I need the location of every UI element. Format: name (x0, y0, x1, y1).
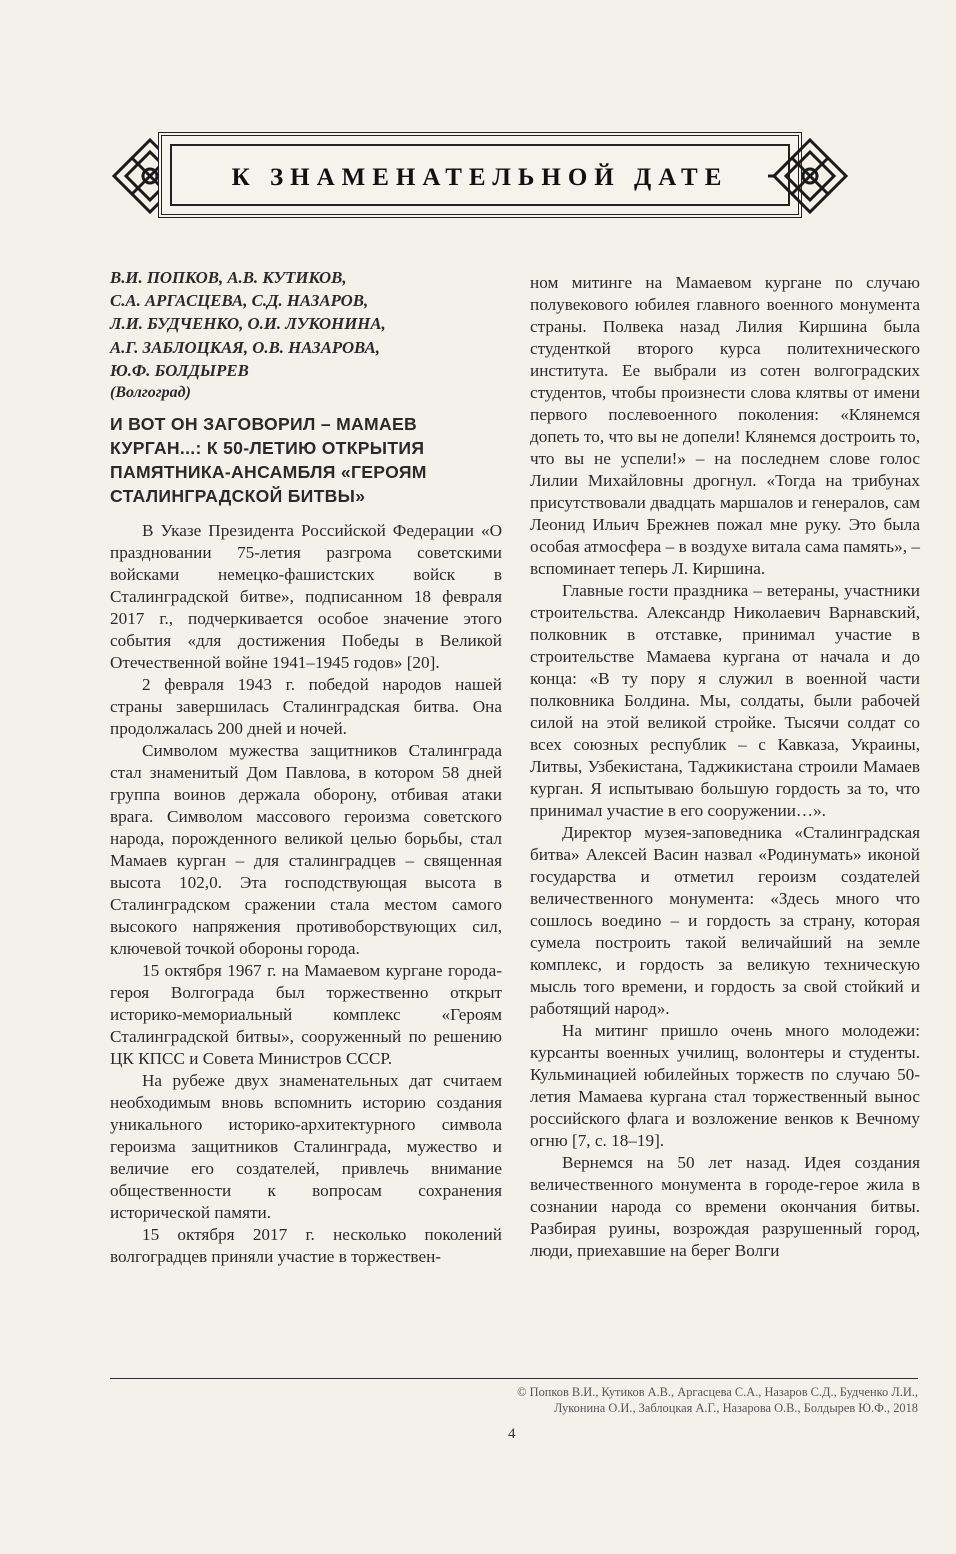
body-paragraph: В Указе Президента Российской Федерации «О праздновании 75-летия разгрома советскими войсками немецко-фашистских войск в Сталинградской битве», подписанном 18 февраля 2017 г., подчеркивается особое значение этого события «для достижения Победы в Великой Отечественной войне 1941–1945 годов» [20]. (110, 521, 502, 673)
body-paragraph: Главные гости праздника – ветераны, участники строительства. Александр Николаевич Варнавский, полковник в отставке, принимал участие в строительстве Мамаева кургана от начала и до конца: «В ту пору я служил в военной части полковника Болдина. Мы, солдаты, были рабочей силой на этой великой стройке. Тысячи солдат со всех союзных республик – с Кавказа, Украины, Литвы, Узбекистана, Таджикистана строили Мамаев курган. Я испытываю большую гордость за то, что принимал участие в его сооружении…». (530, 581, 920, 820)
section-title: К ЗНАМЕНАТЕЛЬНОЙ ДАТЕ (231, 164, 729, 191)
body-paragraph: ном митинге на Мамаевом кургане по случаю полувекового юбилея главного военного монумента страны. Полвека назад Лилия Киршина была студенткой второго курса политехнического института. Ее выбрали из сотен волгоградских студентов, чтобы произнести слова клятвы от имени первого послевоенного поколения: «Клянемся допеть то, что вы не допели! Клянемся достроить то, что вы не успели!» – на последнем слове голос Лилии Михайловны дрогнул. «Тогда на трибунах присутствовали двадцать маршалов и генералов, сам Леонид Ильич Брежнев пожал мне руку. Это была особая атмосфера – в воздухе витала сама память», – вспоминает теперь Л. Киршина. (530, 273, 920, 578)
author-line: А.Г. ЗАБЛОЦКАЯ, О.В. НАЗАРОВА, (110, 337, 380, 357)
page-number: 4 (508, 1426, 516, 1442)
left-column (110, 266, 502, 1268)
author-line: Л.И. БУДЧЕНКО, О.И. ЛУКОНИНА, (110, 314, 386, 334)
right-column (530, 272, 920, 1262)
author-line: В.И. ПОПКОВ, А.В. КУТИКОВ, (110, 268, 347, 287)
article-title: И ВОТ ОН ЗАГОВОРИЛ – МАМАЕВ КУРГАН...: К 50-ЛЕТИЮ ОТКРЫТИЯ ПАМЯТНИКА-АНСАМБЛЯ «ГЕРОЯМ СТАЛИНГРАДСКОЙ БИТВЫ» (110, 414, 427, 507)
body-paragraph: 15 октября 1967 г. на Мамаевом кургане города-героя Волгограда был торжественно открыт историко-мемориальный комплекс «Героям Сталинградской битвы», сооруженный по решению ЦК КПСС и Совета Министров СССР. (110, 961, 502, 1069)
copyright-line: Луконина О.И., Заблоцкая А.Г., Назарова О.В., Болдырев Ю.Ф., 2018 (553, 1401, 918, 1415)
author-city: (Волгоград) (110, 384, 191, 402)
body-paragraph: Директор музея-заповедника «Сталинградская битва» Алексей Васин назвал «Родинумать» иконой государства и отметил героизм создателей величественного монумента: «Здесь много что сошлось воедино – и гордость за страну, которая сумела построить такой величайший на земле комплекс, и гордость за великую техническую мысль того времени, и гордость за свой стойкий и работящий народ». (530, 823, 920, 1018)
body-paragraph: На рубеже двух знаменательных дат считаем необходимым вновь вспомнить историю создания уникального историко-архитектурного символа героизма защитников Сталинграда, мужество и величие его создателей, привлечь внимание общественности к вопросам сохранения исторической памяти. (110, 1071, 502, 1223)
body-paragraph: Символом мужества защитников Сталинграда стал знаменитый Дом Павлова, в котором 58 дней группа воинов держала оборону, отбивая атаки врага. Символом массового героизма советского народа, порожденного великой целью борьбы, стал Мамаев курган – для сталинградцев – священная высота 102,0. Эта господствующая высота в Сталинградском сражении стала местом самого высокого напряжения противоборствующих сил, ключевой точкой обороны города. (110, 741, 502, 959)
author-line: Ю.Ф. БОЛДЫРЕВ (110, 360, 249, 380)
body-paragraph: 15 октября 2017 г. несколько поколений волгоградцев приняли участие в торжествен- (110, 1225, 502, 1267)
ornament-knot-icon (768, 134, 852, 218)
author-line: С.А. АРГАСЦЕВА, С.Д. НАЗАРОВ, (110, 291, 369, 311)
section-banner (108, 132, 852, 220)
body-paragraph: На митинг пришло очень много молодежи: курсанты военных училищ, волонтеры и студенты. Кульминацией юбилейных торжеств по случаю 50-летия Мамаева кургана стал торжественный вынос российского флага и возложение венков к Вечному огню [7, с. 18–19]. (530, 1021, 920, 1150)
body-paragraph: Вернемся на 50 лет назад. Идея создания величественного монумента в городе-герое жила в сознании народа со времени окончания битвы. Разбирая руины, возрождая разрушенный город, люди, приехавшие на берег Волги (530, 1153, 920, 1260)
footer-rule (110, 1378, 918, 1379)
banner-frame (158, 132, 802, 218)
copyright-notice (390, 1384, 918, 1416)
copyright-line: © Попков В.И., Кутиков А.В., Аргасцева С.А., Назаров С.Д., Будченко Л.И., (517, 1385, 918, 1399)
author-list (110, 266, 502, 404)
body-paragraph: 2 февраля 1943 г. победой народов нашей страны завершилась Сталинградская битва. Она продолжалась 200 дней и ночей. (110, 675, 502, 739)
